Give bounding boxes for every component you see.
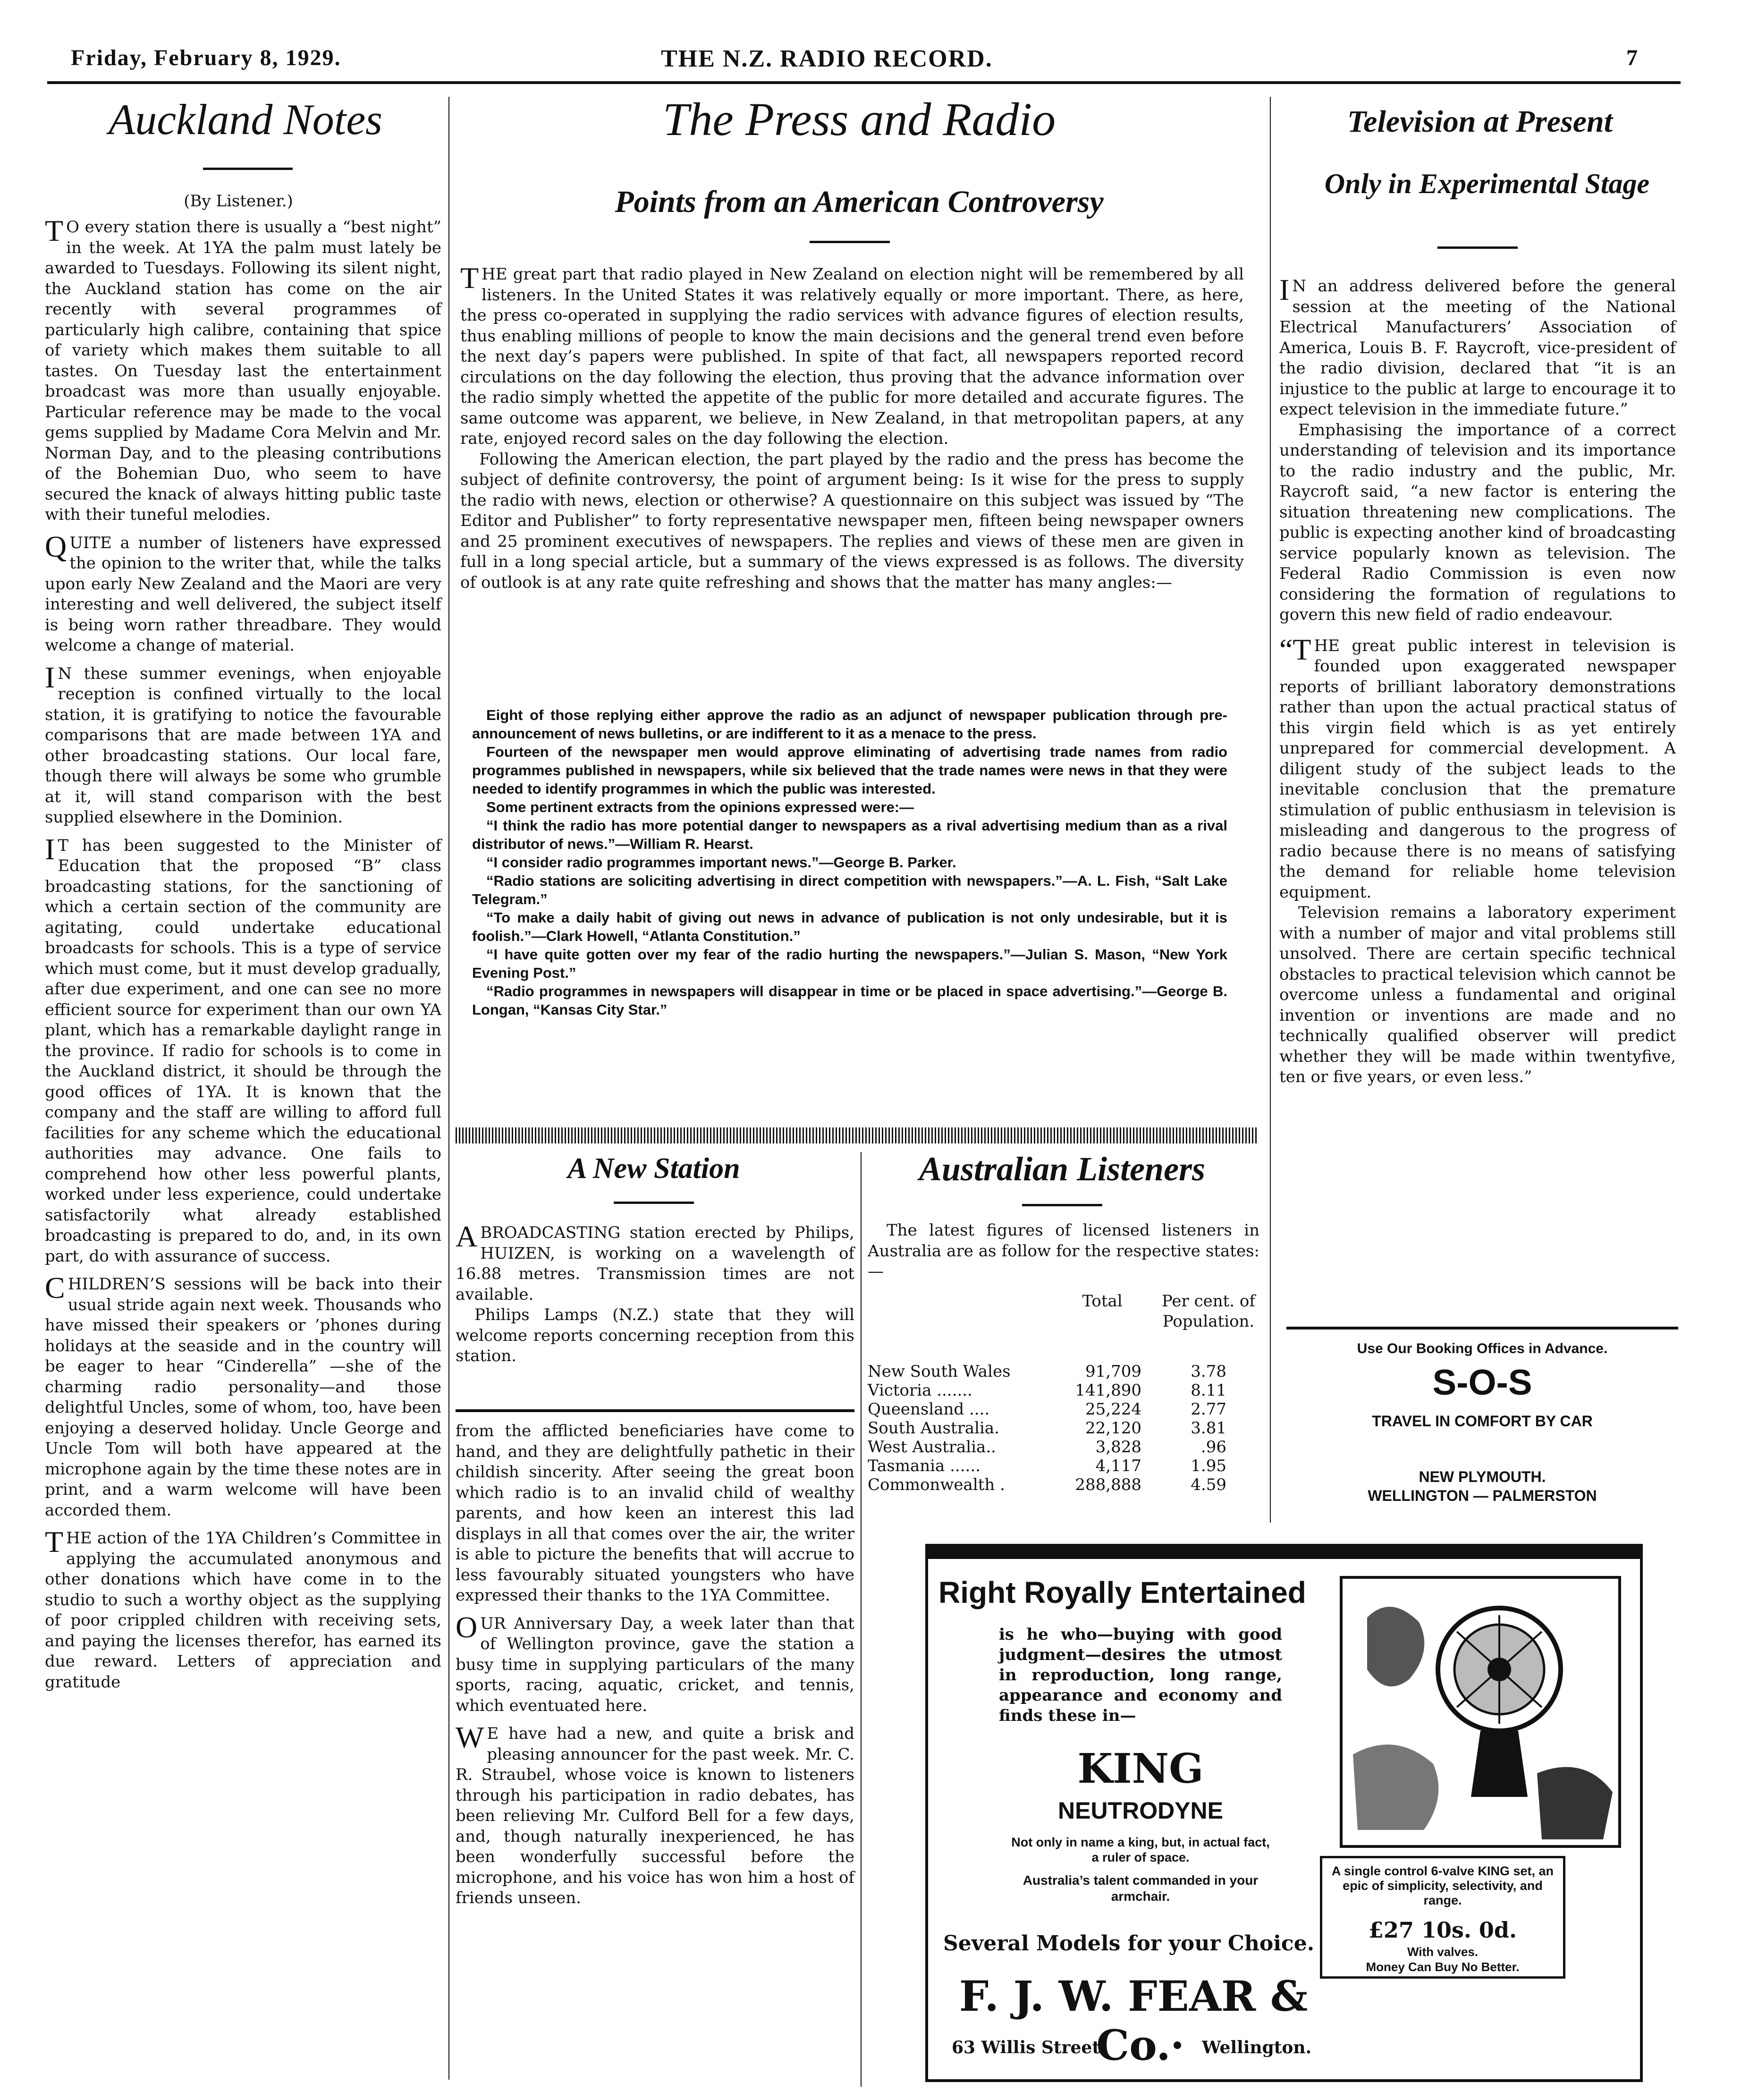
king-ad	[925, 1544, 1643, 2082]
press-subheading: Points from an American Controversy	[615, 185, 1104, 219]
ad-rule	[1286, 1327, 1678, 1329]
auckland-heading: Auckland Notes	[109, 95, 382, 144]
sos-line2: WELLINGTON — PALMERSTON	[1368, 1487, 1597, 1504]
continued-para: OUR Anniversary Day, a week later than that of Wellington province, gave the station a busy time in supplying particulars of the many sports, racing, aquatic, cricket, and tennis, which eventuated here.	[456, 1610, 854, 1715]
masthead: THE N.Z. RADIO RECORD.	[661, 45, 993, 72]
press-quote: Fourteen of the newspaper men would approve eliminating of advertising trade names from radio programmes published in newspapers, while six believed that the trade names were news in that they were needed to identify programmes in which the public was interested.	[472, 744, 1227, 797]
king-model: NEUTRODYNE	[1057, 1797, 1224, 1824]
price-box-text: A single control 6-valve KING set, an epic of simplicity, selectivity, and range.	[1331, 1864, 1554, 1907]
aussie-intro: The latest figures of licensed listeners in Australia are as follow for the respective states:—	[868, 1221, 1259, 1281]
money-text: Money Can Buy No Better.	[1366, 1960, 1520, 1974]
new-station-heading: A New Station	[567, 1152, 740, 1185]
press-quote: “I consider radio programmes important news.”—George B. Parker.	[486, 854, 956, 871]
page-number: 7	[1626, 45, 1639, 70]
aussie-col-percent: Per cent. of Population.	[1162, 1292, 1255, 1331]
loudspeaker-illustration	[1339, 1575, 1622, 1849]
dealer-city: Wellington.	[1202, 2038, 1312, 2058]
television-para: Television remains a laboratory experiment with a number of major and vital problems still unsolved. There are certain specific technical obstacles to practical television which cannot be overcome unless a fundamental and original invention or inventions are made and no technically qualified observer will predict whether they will be made within twentyfive, ten or five years, or even less.”	[1279, 903, 1676, 1086]
television-subheading: Only in Experimental Stage	[1324, 168, 1650, 199]
king-brand: KING	[1077, 1745, 1204, 1793]
press-quote: “I have quite gotten over my fear of the radio hurting the newspapers.”—Julian S. Mason, “New York Evening Post.”	[472, 946, 1227, 981]
heading-rule	[203, 168, 293, 170]
press-quote: “To make a daily habit of giving out news in advance of publication is not only undesirable, but it is foolish.”—Clark Howell, “Atlanta Constitution.”	[472, 909, 1227, 944]
heading-rule	[614, 1202, 694, 1204]
table-row: Tasmania ...... 4,117 1.95	[868, 1456, 1226, 1475]
price: £27 10s. 0d.	[1368, 1917, 1517, 1943]
press-quote: Some pertinent extracts from the opinions expressed were:—	[486, 799, 914, 815]
press-quote: “Radio stations are soliciting advertising in direct competition with newspapers.”—A. L. Fish, “Salt Lake Telegram.”	[472, 872, 1227, 907]
table-row: New South Wales 91,709 3.78	[868, 1362, 1226, 1381]
television-article	[1279, 273, 1676, 1088]
issue-date: Friday, February 8, 1929.	[71, 45, 341, 70]
auckland-article	[45, 214, 441, 1693]
table-row: South Australia. 22,120 3.81	[868, 1419, 1226, 1438]
auckland-para: CHILDREN’S sessions will be back into their usual stride again next week. Thousands who have missed their speakers or ’phones during holidays at the seaside and in the country will be eager to hear “Cinderella” —she of the charming radio personality—and those delightful Uncles, some of whom, too, have been enjoying a deserved holiday. Uncle George and Uncle Tom will both have appeared at the microphone again by the time these notes are in print, and a warm welcome will have been accorded them.	[45, 1271, 441, 1520]
sos-line1: NEW PLYMOUTH.	[1419, 1468, 1546, 1485]
auckland-para: IN these summer evenings, when enjoyable reception is confined virtually to the local station, it is gratifying to notice the favourable comparisons that are made between 1YA and other broadcasting stations. Our local fare, though there will always be some who grumble at it, will stand comparison with the best supplied elsewhere in the Dominion.	[45, 660, 441, 827]
continued-article	[456, 1421, 854, 1909]
table-row: Victoria ....... 141,890 8.11	[868, 1381, 1226, 1400]
television-para: “THE great public interest in television is founded upon exaggerated newspaper reports of brilliant laboratory demonstrations rather than upon the actual practical status of this virgin field which is as yet entirely unprepared for commercial development. A diligent study of the subject leads to the inevitable conclusion that the premature stimulation of public enthusiasm in television is misleading and dangerous to the progress of radio because there is no means of satisfying the demand for reliable home television equipment.	[1279, 632, 1676, 902]
aussie-table	[868, 1362, 1236, 1494]
press-para: Following the American election, the part played by the radio and the press has become the subject of definite controversy, the point of argument being: Is it wise for the press to supply the radio with news, election or otherwise? A questionnaire on this subject was issued by “The Editor and Publisher” to forty representative newspaper men, fifteen being newspaper owners and 25 prominent executives of newspapers. The replies and views of these men are given in full in a long special article, but a summary of the views expressed is as follows. The diversity of outlook is at any rate quite refreshing and shows that the matter has many angles:—	[460, 449, 1244, 592]
king-models: Several Models for your Choice.	[943, 1931, 1315, 1956]
continued-para: from the afflicted beneficiaries have come to hand, and they are delightfully pathetic in their childish sincerity. After seeing the great boon which radio is to an invalid child of wealthy parents, and how keen an interest this lad displays in all that comes over the air, the writer is able to picture the benefits that will accrue to less favourably situated youngsters who have expressed their thanks to the 1YA Committee.	[456, 1422, 854, 1605]
heading-rule	[1437, 246, 1518, 249]
column-divider	[1270, 97, 1271, 1523]
king-sub2: Australia’s talent commanded in your armchair.	[1023, 1873, 1259, 1904]
hatched-divider	[456, 1127, 1258, 1143]
sos-top: Use Our Booking Offices in Advance.	[1357, 1341, 1608, 1356]
television-para: Emphasising the importance of a correct understanding of television and its importance to the radio industry and the public, Mr. Raycroft said, “a new factor is entering the situation threatening new complications. The public is expecting another kind of broadcasting service popularly known as television. The Federal Radio Commission is even now considering the formation of regulations to govern this new field of radio endeavour.	[1279, 420, 1676, 624]
with-valves: With valves.	[1407, 1945, 1479, 1959]
dealer-name: F. J. W. FEAR & Co.	[959, 1972, 1308, 2070]
king-sub1: Not only in name a king, but, in actual fact, a ruler of space.	[1011, 1835, 1270, 1864]
new-station-article	[456, 1219, 854, 1367]
television-heading: Television at Present	[1347, 104, 1613, 139]
column-divider	[861, 1152, 862, 2087]
press-quotes	[472, 706, 1227, 1019]
heading-rule	[810, 241, 890, 243]
header-rule	[47, 81, 1681, 84]
aussie-col-total: Total	[1082, 1292, 1123, 1311]
king-headline: Right Royally Entertained	[938, 1575, 1306, 1609]
aussie-heading: Australian Listeners	[919, 1150, 1206, 1188]
continued-para: WE have had a new, and quite a brisk and pleasing announcer for the past week. Mr. C. R. Straubel, whose voice is known to listeners through his participation in radio debates, has been relieving Mr. Culford Bell for a few days, and, though naturally inexperienced, he has been wonderfully successful before the microphone, and his voice has won him a host of friends unseen.	[456, 1720, 854, 1907]
table-row: West Australia.. 3,828 .96	[868, 1438, 1226, 1456]
new-station-para: Philips Lamps (N.Z.) state that they will welcome reports concerning reception from this station.	[456, 1305, 854, 1365]
new-station-para: ABROADCASTING station erected by Philips, HUIZEN, is working on a wavelength of 16.88 metres. Transmission times are not available.	[456, 1219, 854, 1304]
press-article	[460, 261, 1244, 593]
sos-tagline: TRAVEL IN COMFORT BY CAR	[1372, 1413, 1593, 1430]
auckland-byline: (By Listener.)	[184, 192, 293, 211]
press-heading: The Press and Radio	[662, 93, 1056, 145]
auckland-para: THE action of the 1YA Children’s Committee in applying the accumulated anonymous and other donations which have come in to the studio to such a worthy object as the supplying of poor crippled children with receiving sets, and paying the licenses therefor, has earned its due reward. Letters of appreciation and gratitude	[45, 1525, 441, 1692]
dealer-street: 63 Willis Street	[952, 2038, 1100, 2058]
ad-top-bar	[928, 1547, 1640, 1559]
auckland-para: IT has been suggested to the Minister of Education that the proposed “B” class broadcasting stations, for the sanctioning of which a certain section of the community are agitating, could undertake educational broadcasts for schools. This is a type of service which must come, but it must develop gradually, after due experiment, and one can see no more efficient source for experiment than our own YA plant, which has a remarkable daylight range in the province. If radio for schools is to come in the Auckland district, it should be through the good offices of 1YA. It is known that the company and the staff are willing to afford full facilities for any scheme which the educational authorities may advance. One fails to comprehend how other less powerful plants, worked under less experience, could undertake satisfactorily what already established broadcasting is prepared to do, and, in its own part, do with assurance of success.	[45, 832, 441, 1266]
column-divider	[448, 97, 449, 2080]
auckland-para: QUITE a number of listeners have expressed the opinion to the writer that, while the talks upon early New Zealand and the Maori are very interesting and well delivered, the subject itself is being worn rather threadbare. They would welcome a change of material.	[45, 529, 441, 655]
heading-rule	[1022, 1204, 1102, 1206]
press-para: THE great part that radio played in New Zealand on election night will be remembered by all listeners. In the United States it was relatively equally or more important. There, as here, the press co-operated in supplying the radio services with advance figures of election results, thus enabling millions of people to know the main decisions and the general trend even before the next day’s papers were published. In spite of that fact, all newspapers reported record circulations on the day following the election, thus proving that the advance information over the radio simply whetted the appetite of the public for more detailed and accurate figures. The same outcome was apparent, we believe, in New Zealand, in that metropolitan papers, at any rate, enjoyed record sales on the day following the election.	[460, 261, 1244, 448]
bullet-dot	[1174, 2041, 1181, 2049]
press-quote: Eight of those replying either approve the radio as an adjunct of newspaper publication through pre-announcement of news bulletins, or are indifferent to it as a menace to the press.	[472, 707, 1227, 742]
price-box	[1320, 1856, 1565, 1979]
table-row: Commonwealth . 288,888 4.59	[868, 1475, 1226, 1494]
table-row: Queensland .... 25,224 2.77	[868, 1400, 1226, 1419]
sos-brand: S-O-S	[1432, 1363, 1532, 1403]
king-body: is he who—buying with good judgment—desires the utmost in reproduction, long range, appearance and economy and finds these in—	[999, 1625, 1282, 1725]
television-para: IN an address delivered before the general session at the meeting of the National Electrical Manufacturers’ Association of America, Louis B. F. Raycroft, vice-president of the radio division, declared that “it is an injustice to the public at large to encourage it to expect television in the immediate future.”	[1279, 273, 1676, 419]
auckland-para: TO every station there is usually a “best night” in the week. At 1YA the palm must lately be awarded to Tuesdays. Following its silent night, the Auckland station has come on the air recently with several programmes of particularly high calibre, containing that spice of variety which makes them suitable to all tastes. On Tuesday last the entertainment broadcast was more than usually enjoyable. Particular reference may be made to the vocal gems supplied by Madame Cora Melvin and Mr. Norman Day, and to the pleasing contributions of the Bohemian Duo, who seem to have secured the knack of always hitting public taste with their tuneful melodies.	[45, 214, 441, 524]
press-quote: “I think the radio has more potential danger to newspapers as a rival advertising medium than as a rival distributor of news.”—William R. Hearst.	[472, 817, 1227, 852]
press-quote: “Radio programmes in newspapers will disappear in time or be placed in space advertising.”—George B. Longan, “Kansas City Star.”	[472, 983, 1227, 1018]
section-rule	[456, 1409, 854, 1412]
